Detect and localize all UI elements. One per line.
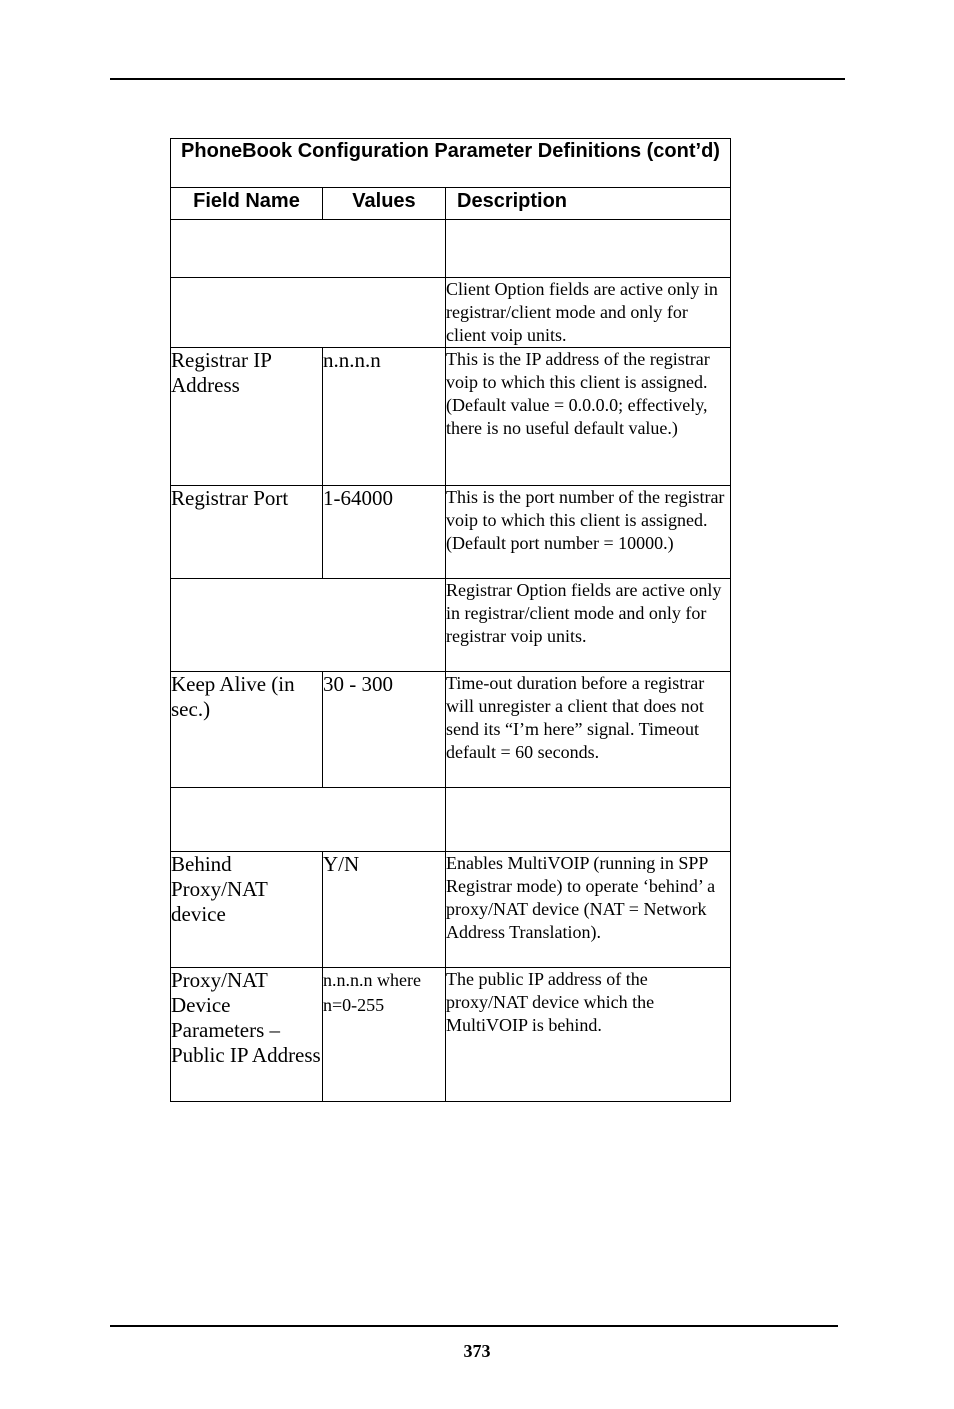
field-name-cell: Registrar Port [171,486,323,579]
value-cell: 30 - 300 [323,672,446,788]
table-row [171,348,731,486]
header-description: Description [446,188,731,220]
section-cell [171,788,446,852]
table-row [171,220,731,278]
table-row [171,579,731,672]
field-name-cell: Registrar IP Address [171,348,323,486]
table-row [171,672,731,788]
section-cell [171,278,446,348]
header-values: Values [323,188,446,220]
table-row [171,968,731,1102]
description-cell: Client Option fields are active only in registrar/client mode and only for client voip units. [446,278,731,348]
table-row [171,278,731,348]
section-cell [171,220,446,278]
table-row [171,852,731,968]
description-cell [446,788,731,852]
table-title-row [171,139,731,188]
table-row [171,788,731,852]
value-cell: n.n.n.n [323,348,446,486]
value-cell: Y/N [323,852,446,968]
section-cell [171,579,446,672]
header-field-name: Field Name [171,188,323,220]
description-cell [446,220,731,278]
table-row [171,486,731,579]
footer-rule [110,1325,838,1327]
page-number: 373 [463,1341,491,1361]
description-cell: This is the IP address of the registrar voip to which this client is assigned. (Default value = 0.0.0.0; effectively, there is no useful default value.) [446,348,731,486]
table-title: PhoneBook Configuration Parameter Definitions (cont’d) [171,139,731,188]
description-cell: Enables MultiVOIP (running in SPP Registrar mode) to operate ‘behind’ a proxy/NAT device (NAT = Network Address Translation). [446,852,731,968]
field-name-cell: Keep Alive (in sec.) [171,672,323,788]
description-cell: The public IP address of the proxy/NAT device which the MultiVOIP is behind. [446,968,731,1102]
description-cell: This is the port number of the registrar voip to which this client is assigned. (Default port number = 10000.) [446,486,731,579]
field-name-cell: Behind Proxy/NAT device [171,852,323,968]
value-cell: n.n.n.n where n=0-255 [323,968,446,1102]
value-cell: 1-64000 [323,486,446,579]
header-rule [110,78,845,80]
parameter-table [170,138,731,1102]
description-cell: Time-out duration before a registrar will unregister a client that does not send its “I’m here” signal. Timeout default = 60 seconds. [446,672,731,788]
field-name-cell: Proxy/NAT Device Parameters – Public IP Address [171,968,323,1102]
description-cell: Registrar Option fields are active only in registrar/client mode and only for registrar voip units. [446,579,731,672]
table-header-row [171,188,731,220]
